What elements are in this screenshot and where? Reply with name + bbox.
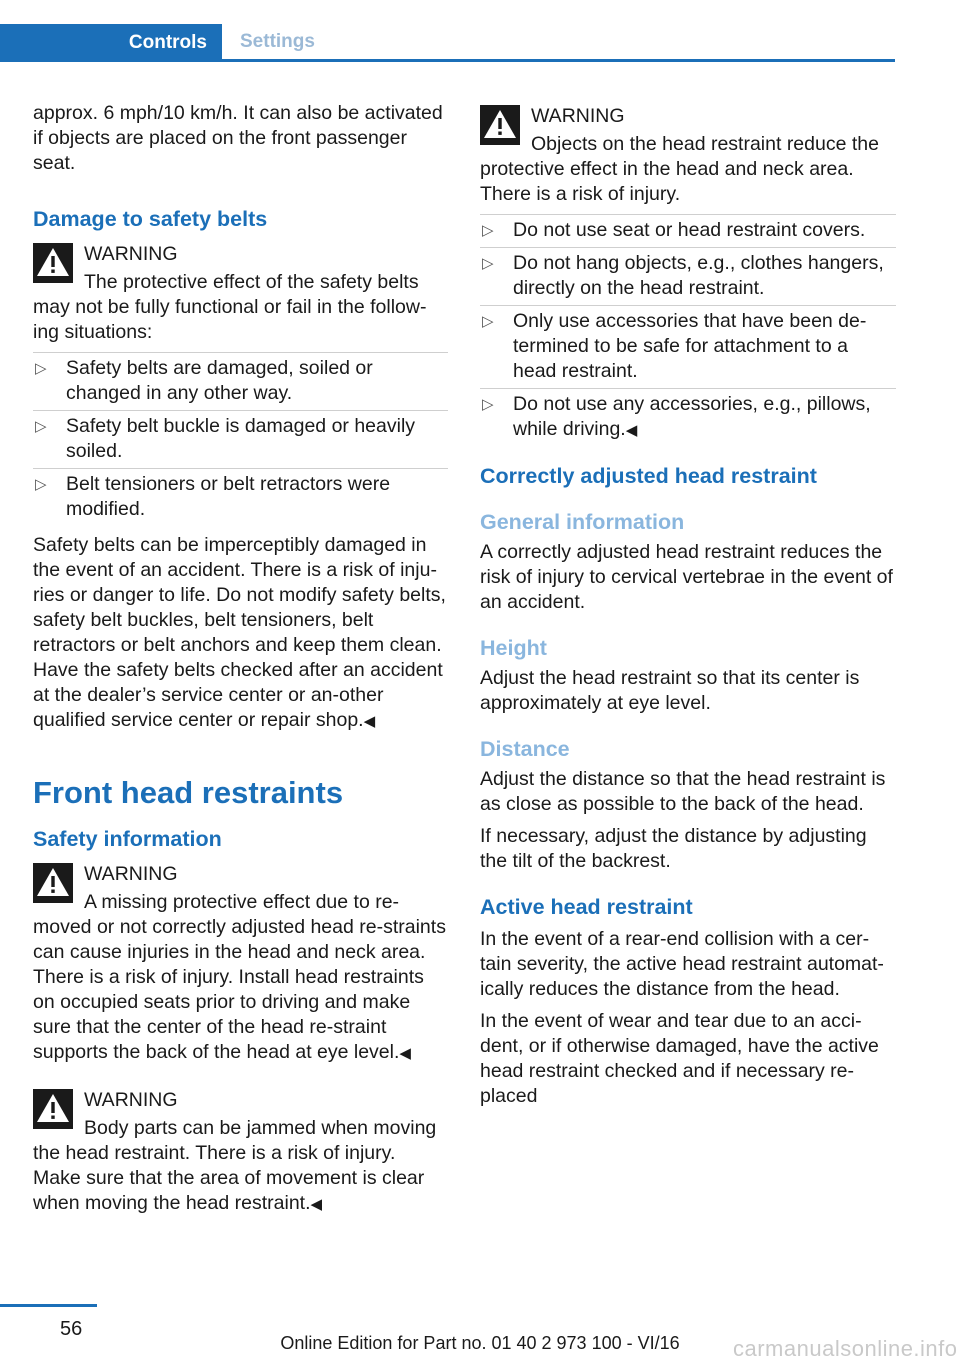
warning-icon (480, 105, 520, 145)
heading-general-information: General information (480, 510, 685, 534)
heading-safety-information: Safety information (33, 827, 222, 851)
end-marker-icon: ◀ (399, 1045, 411, 1062)
watermark: carmanualsonline.info (733, 1336, 958, 1361)
list-item: ▷ Do not use any accessories, e.g., pillows, while driving.◀ (480, 388, 896, 447)
bullet-list (480, 214, 896, 447)
end-marker-icon: ◀ (310, 1196, 323, 1213)
heading-damage-safety-belts: Damage to safety belts (33, 207, 268, 231)
warning-icon (33, 863, 73, 903)
height-paragraph: Adjust the head restraint so that its center is approximately at eye level. (480, 667, 860, 714)
heading-front-head-restraints: Front head restraints (33, 775, 344, 810)
bullet-triangle-icon: ▷ (482, 396, 494, 413)
warning-icon (33, 1089, 73, 1129)
warning-title: WARNING (84, 863, 178, 885)
warning-title: WARNING (84, 243, 178, 265)
warning-text: Objects on the head restraint reduce the protective effect in the head and neck area. There is a risk of injury. (480, 133, 879, 205)
bullet-triangle-icon: ▷ (482, 222, 494, 239)
right-column (480, 101, 896, 1116)
list-item: ▷ Do not use seat or head restraint covers. (480, 214, 896, 247)
warning-icon (33, 243, 73, 283)
distance-paragraph-2: If necessary, adjust the distance by adjusting the tilt of the backrest. (480, 825, 867, 872)
damage-paragraph: Safety belts can be imperceptibly damaged in the event of an accident. There is a risk of inju‐ries or danger to life. Do not modify safety belts, safety belt buckles, belt tensioners, belt retractors or belt anchors and keep them clean. Have the safety belts checked after an accident at the dealer’s service center or an‐other qualified service center or repair shop.◀ (33, 534, 446, 731)
bullet-triangle-icon: ▷ (35, 476, 47, 493)
heading-distance: Distance (480, 737, 570, 761)
warning-block (480, 101, 896, 207)
footer-rule (0, 1304, 97, 1307)
bullet-triangle-icon: ▷ (482, 255, 494, 272)
left-column (33, 101, 448, 1224)
heading-correctly-adjusted: Correctly adjusted head restraint (480, 464, 817, 488)
warning-block (33, 1085, 448, 1217)
header-rule (0, 59, 895, 62)
general-paragraph: A correctly adjusted head restraint reduces the risk of injury to cervical vertebrae in the event of an accident. (480, 541, 893, 613)
heading-active-head-restraint: Active head restraint (480, 895, 693, 919)
bullet-triangle-icon: ▷ (482, 313, 494, 330)
warning-text: Body parts can be jammed when moving the head restraint. There is a risk of injury. Make sure that the area of movement is clear when moving the head restraint. (33, 1117, 437, 1214)
list-item: ▷ Belt tensioners or belt retractors were modified. (33, 468, 448, 526)
list-item: ▷ Safety belt buckle is damaged or heavily soiled. (33, 410, 448, 468)
page-number: 56 (60, 1318, 83, 1340)
warning-block (33, 239, 448, 345)
tab-settings[interactable]: Settings (240, 31, 315, 52)
warning-title: WARNING (531, 105, 625, 127)
heading-height: Height (480, 636, 547, 660)
bullet-triangle-icon: ▷ (35, 418, 47, 435)
warning-block (33, 859, 448, 1066)
warning-title: WARNING (84, 1089, 178, 1111)
bullet-list (33, 352, 448, 526)
list-item: ▷ Safety belts are damaged, soiled or changed in any other way. (33, 352, 448, 410)
intro-paragraph: approx. 6 mph/10 km/h. It can also be activated if objects are placed on the front passenger seat. (33, 102, 443, 174)
footer-edition-text: Online Edition for Part no. 01 40 2 973 100 - VI/16 (280, 1333, 680, 1353)
active-paragraph-1: In the event of a rear-end collision with a cer‐tain severity, the active head restraint automat‐ically reduces the distance from the head. (480, 928, 884, 1000)
warning-text: The protective effect of the safety belts may not be fully functional or fail in the follow‐ing situations: (33, 271, 427, 343)
list-item: ▷ Do not hang objects, e.g., clothes hangers, directly on the head restraint. (480, 247, 896, 305)
list-item: ▷ Only use accessories that have been de‐termined to be safe for attachment to a head restraint. (480, 305, 896, 388)
warning-text: A missing protective effect due to re‐moved or not correctly adjusted head re‐straints can cause injuries in the head and neck area. There is a risk of injury. Install head restraints on occupied seats prior to driving and make sure that the center of the head re‐straint supports the back of the head at eye level. (33, 891, 446, 1063)
bullet-triangle-icon: ▷ (35, 360, 47, 377)
active-paragraph-2: In the event of wear and tear due to an acci‐dent, or if otherwise damaged, have the active head restraint checked and if necessary re‐placed (480, 1010, 879, 1107)
page-header (0, 0, 895, 62)
end-marker-icon: ◀ (363, 713, 376, 730)
tab-controls[interactable]: Controls (0, 24, 222, 62)
distance-paragraph-1: Adjust the distance so that the head restraint is as close as possible to the back of the head. (480, 768, 886, 815)
end-marker-icon: ◀ (625, 422, 638, 439)
